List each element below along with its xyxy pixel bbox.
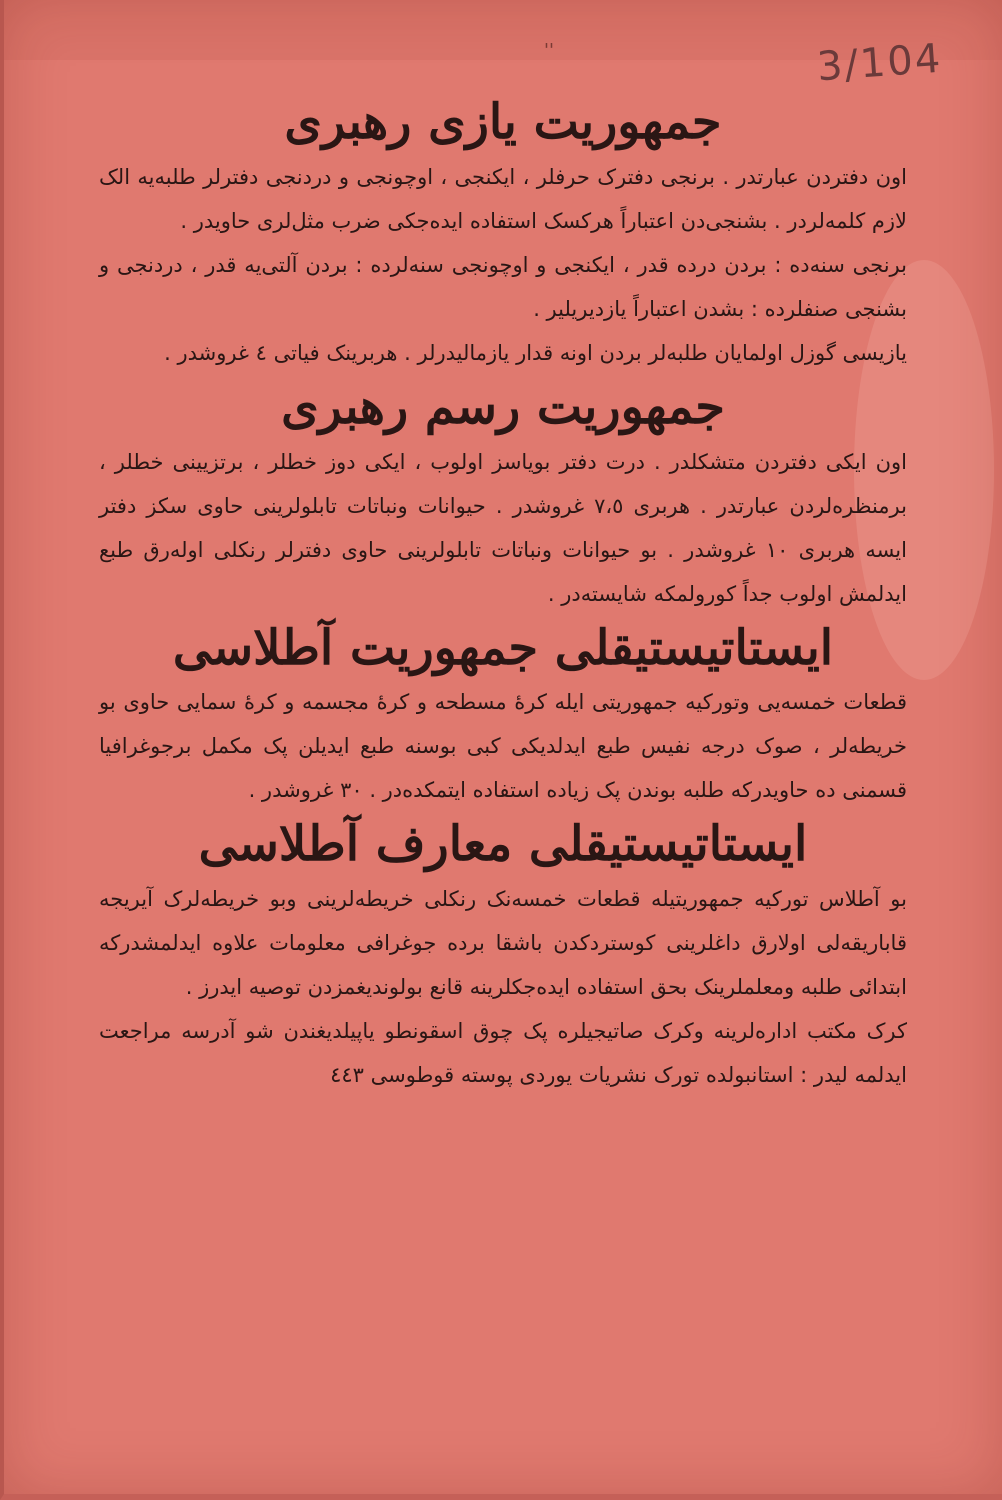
section-heading: ایستاتیستیقلی جمهوریت آطلاسی: [172, 619, 834, 676]
section-paragraph: قطعات خمسه‌یی وتورکیه جمهوریتی ایله کرهٔ مسطحه و کرهٔ مجسمه و کرهٔ سمایی حاوی بو خریطه‌لر ، صوک درجه نفیس طبع ایدلدیکی کبی بوسنه طبع ایدیلن پک مکمل برجوغرافیا قسمنی ده حاویدرکه طلبه بوندن پک زیاده استفاده ایتمکده‌در . ٣٠ غروشدر .: [99, 690, 907, 803]
handwritten-shelfmark: 3/104: [815, 35, 944, 91]
section-paragraph: اون دفتردن عبارتدر . برنجی دفترک حرفلر ، ایکنجی ، اوچونجی و دردنجی دفترلر طلبه‌یه الک لازم کلمه‌لردر . بشنجی‌دن اعتباراً هرکسک استفاده ایده‌جکی ضرب مثل‌لری حاویدر .: [99, 164, 907, 233]
section-paragraph: بو آطلاس تورکیه جمهوریتیله قطعات خمسه‌نک رنکلی خریطه‌لرینی وبو خریطه‌لرک آیریجه قاباریقه‌لی اولارق داغلرینی کوستردکدن باشقا برده جوغرافی معلومات علاوه ایدلمشدرکه ابتدائی طلبه ومعلملرینک بحق استفاده ایده‌جکلرینه قانع بولوندیغمزدن توصیه ایدرز .: [99, 887, 907, 1000]
section-paragraph: برنجی سنه‌ده : بردن دردە قدر ، ایکنجی و اوچونجی سنه‌لرده : بردن آلتی‌یه قدر ، دردنجی و بشنجی صنفلرده : بشدن اعتباراً یازدیریلیر .: [99, 252, 907, 321]
section-heading: جمهوریت یازی رهبری: [284, 94, 722, 150]
section-paragraph: کرک مکتب اداره‌لرینه وکرک صاتیجیلره پک چوق اسقونطو یاپیلدیغندن شو آدرسه مراجعت ایدلمه لیدر : استانبولده تورک نشریات یوردی پوسته قوطوسی ٤٤٣: [99, 1019, 907, 1088]
document-body: [99, 90, 907, 1097]
section-republic-atlas: [99, 616, 907, 813]
pencil-tick-mark: '': [544, 40, 554, 61]
section-writing-guide: [99, 90, 907, 375]
section-drawing-guide: [99, 375, 907, 616]
section-heading: ایستاتیستیقلی معارف آطلاسی: [198, 816, 808, 873]
section-heading: جمهوریت رسم رهبری: [281, 378, 725, 435]
section-paragraph: یازیسی گوزل اولمایان طلبه‌لر بردن اونه قدار یازمالیدرلر . هربرینک فیاتی ٤ غروشدر .: [164, 340, 907, 365]
section-education-atlas: [99, 812, 907, 1097]
section-paragraph: اون ایکی دفتردن متشکلدر . درت دفتر بویاسز اولوب ، ایکی دوز خطلر ، برتزیینی خطلر ، برمنظره‌لردن عبارتدر . هربری ٧،٥ غروشدر . حیوانات ونباتات تابلولرینی حاوی سکز دفتر ایسه هربری ١٠ غروشدر . بو حیوانات ونباتات تابلولرینی حاوی دفترلر رنکلی اوله‌رق طبع ایدلمش اولوب جداً کورولمکه شایسته‌در .: [99, 449, 907, 606]
